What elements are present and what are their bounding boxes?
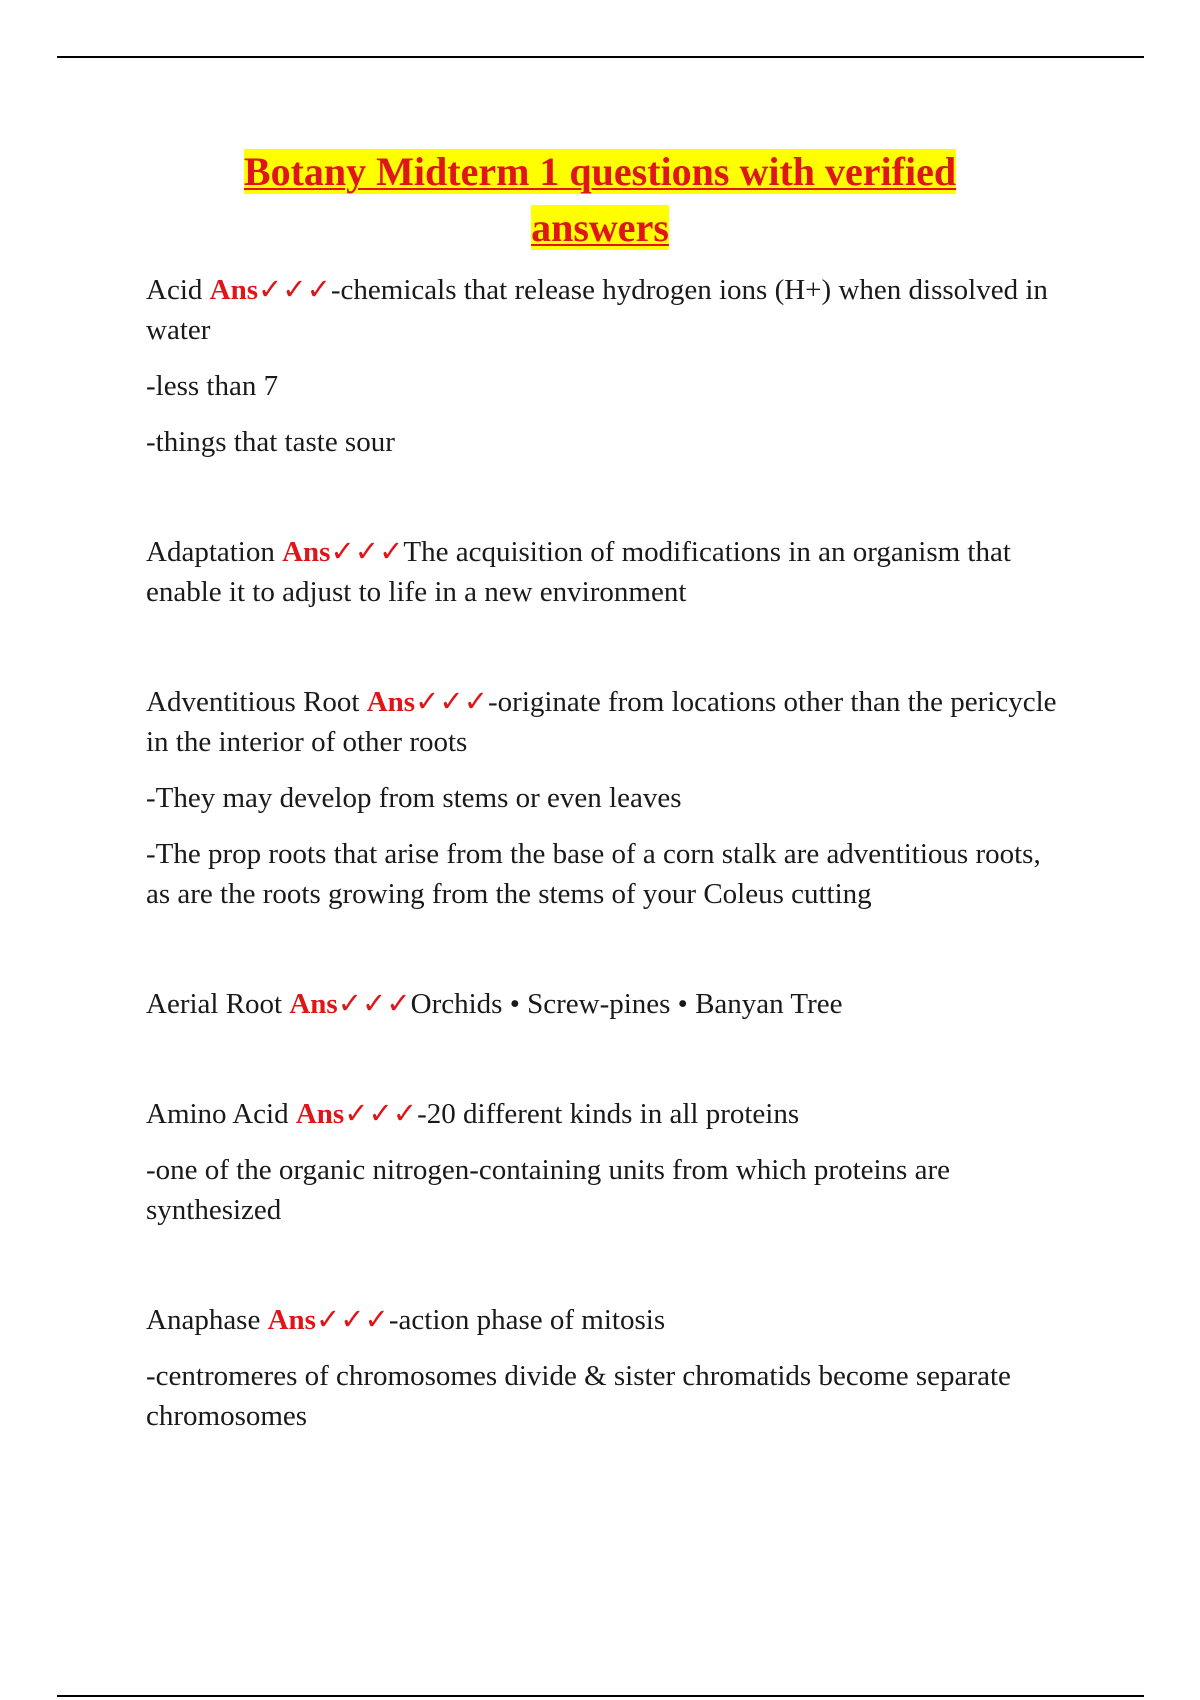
qa-definition [146,270,1066,350]
qa-answer: -20 different kinds in all proteins [417,1098,800,1130]
qa-answer: -action phase of mitosis [388,1304,666,1336]
qa-answer: -originate from locations other than the pericycle in the interior of other roots [146,686,1057,758]
qa-entry-amino-acid [146,1094,1066,1230]
footer-rule [57,1695,1144,1697]
qa-extra-line: -centromeres of chromosomes divide & sister chromatids become separate chromosomes [146,1360,1011,1432]
ans-label: Ans [366,686,416,718]
ans-label: Ans [267,1304,316,1336]
qa-definition [146,682,1066,762]
qa-answer: The acquisition of modifications in an organism that enable it to adjust to life in a new environment [146,536,1011,608]
ans-label: Ans [295,1098,345,1130]
page-title: Botany Midterm 1 questions with verified answers [243,149,957,250]
title-block [0,144,1200,256]
check-marks: ✓✓✓ [315,1304,389,1336]
qa-entry-acid [146,270,1066,462]
qa-term: Adventitious Root [146,686,360,718]
qa-definition [146,984,1066,1024]
qa-entry-adventitious-root [146,682,1066,914]
qa-term: Adaptation [146,536,275,568]
qa-term: Aerial Root [146,988,283,1020]
check-marks: ✓✓✓ [337,988,411,1020]
qa-definition [146,1094,1066,1134]
qa-list [146,270,1066,1506]
qa-entry-aerial-root [146,984,1066,1024]
check-marks: ✓✓✓ [344,1098,418,1130]
qa-answer: -chemicals that release hydrogen ions (H+) when dissolved in water [146,274,1048,346]
qa-extra-line: -The prop roots that arise from the base of a corn stalk are adventitious roots, as are the roots growing from the stems of your Coleus cutting [146,838,1041,910]
qa-term: Acid [146,274,203,306]
qa-term: Anaphase [146,1304,261,1336]
qa-extra-line: -one of the organic nitrogen-containing units from which proteins are synthesized [146,1154,950,1226]
check-marks: ✓✓✓ [257,274,331,306]
ans-label: Ans [282,536,331,568]
qa-entry-anaphase [146,1300,1066,1436]
ans-label: Ans [209,274,258,306]
qa-term: Amino Acid [146,1098,289,1130]
header-rule [57,56,1144,58]
check-marks: ✓✓✓ [330,536,404,568]
qa-extra-line: -less than 7 [146,370,279,402]
check-marks: ✓✓✓ [415,686,488,718]
qa-entry-adaptation [146,532,1066,612]
qa-definition [146,1300,1066,1340]
qa-extra-line: -things that taste sour [146,426,395,458]
ans-label: Ans [289,988,338,1020]
qa-answer: Orchids • Screw-pines • Banyan Tree [410,988,843,1020]
qa-extra-line: -They may develop from stems or even leaves [146,782,682,814]
qa-definition [146,532,1066,612]
